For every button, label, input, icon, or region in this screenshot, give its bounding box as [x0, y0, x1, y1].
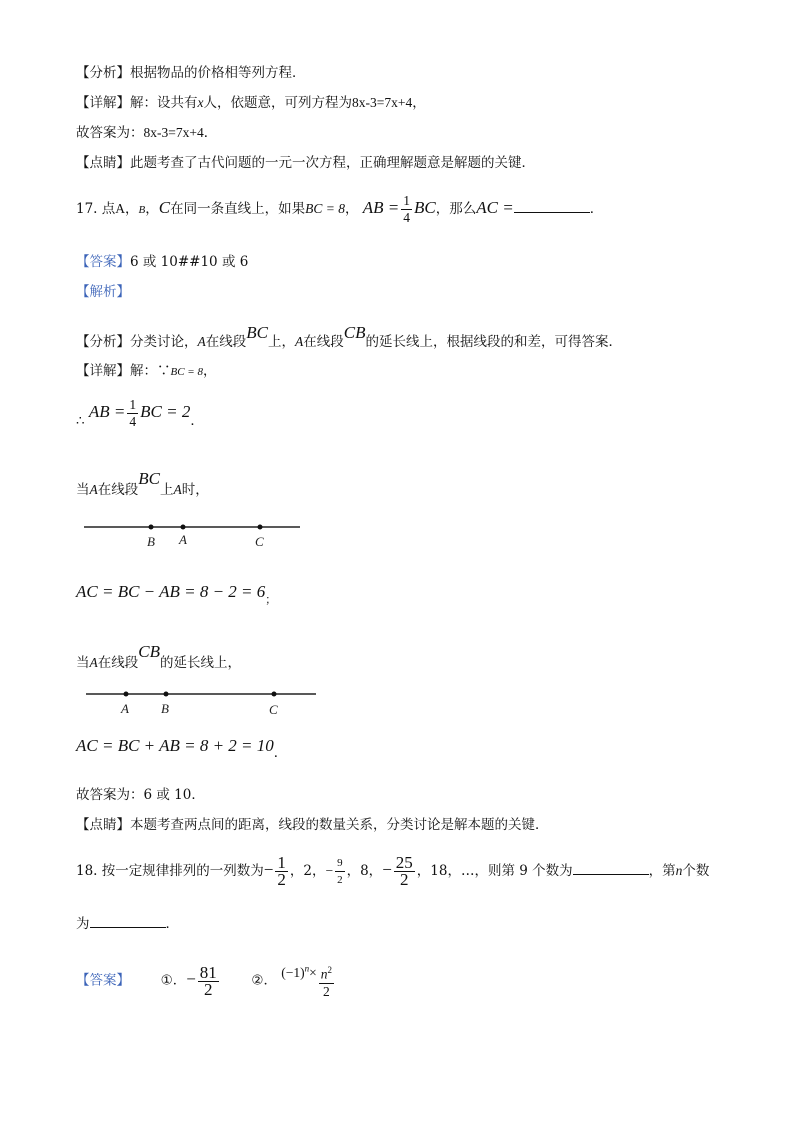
- label-b: B: [161, 701, 169, 716]
- comment-label: 【点睛】: [76, 817, 130, 833]
- analysis-label: 【分析】: [76, 65, 130, 81]
- q17-case1-eq: AC = BC − AB = $8 - 2 = 6_;$: [76, 582, 277, 606]
- q17-case1: 当A在线段BC上A时，: [76, 469, 209, 498]
- point-a: [181, 525, 186, 530]
- point-c: [258, 525, 263, 530]
- label-a: A: [179, 532, 187, 547]
- q17-answer: 【答案】6 或 10##10 或 6: [76, 254, 249, 270]
- question-number: 18.: [76, 863, 98, 879]
- answer-blank: [90, 915, 166, 928]
- q18-stem: 18. 按一定规律排列的一列数为− $\frac{1}{2}$ ，2，− $\frac{9}{2}$ ，8，− $\frac{25}{2}$ ，18，…，则第 9 个数为 ，第n个数: [76, 853, 710, 889]
- fraction: $\frac{n^2}{2}$: [319, 962, 334, 1000]
- q16-answer: 故答案为：8x-3=7x+4．: [76, 125, 218, 141]
- q17-comment: 【点睛】本题考查两点间的距离，线段的数量关系，分类讨论是解本题的关键．: [76, 817, 549, 833]
- fraction: $\frac{9}{2}$: [337, 857, 343, 886]
- q16-detail: 【详解】解：设共有x人，依题意，可列方程为8x-3=7x+4，: [76, 95, 426, 111]
- point-c: [272, 692, 277, 697]
- fraction: $\frac{81}{2}$: [199, 962, 217, 999]
- fraction: $\frac{1}{2}$: [277, 853, 286, 889]
- label-c: C: [269, 702, 278, 717]
- fraction: $\frac{1}{4}$: [403, 193, 411, 225]
- answer-blank: [514, 200, 590, 213]
- q17-case2-eq: AC = BC + AB = 8 + 2 = 10．: [76, 736, 288, 761]
- fraction: $\frac{25}{2}$: [395, 853, 413, 889]
- analysis-label: 【分析】: [76, 334, 130, 350]
- q17-analysis: 【分析】分类讨论，A在线段BC上，A在线段CB的延长线上，根据线段的和差，可得答案．: [76, 323, 622, 350]
- fraction: $\frac{1}{4}$: [129, 397, 137, 429]
- q16-comment: 【点睛】此题考查了古代问题的一元一次方程，正确理解题意是解题的关键．: [76, 155, 535, 171]
- point-b: [164, 692, 169, 697]
- label-b: B: [147, 534, 155, 549]
- answer-blank: [573, 862, 649, 875]
- q17-step: ∴ AB = $\frac{1}{4}$ BC = 2．: [76, 397, 204, 429]
- q18-stem-line2: 为 ．: [76, 916, 179, 932]
- power-expression: $(-1)^n\times$: [281, 963, 317, 980]
- comment-label: 【点睛】: [76, 155, 130, 171]
- q17-solution-label: 【解析】: [76, 284, 130, 300]
- question-number: 17.: [76, 201, 98, 217]
- detail-label: 【详解】: [76, 363, 130, 379]
- label-a: A: [121, 701, 129, 716]
- point-b: [149, 525, 154, 530]
- answer-label: 【答案】: [76, 972, 130, 989]
- q17-detail: 【详解】解：∵BC = 8，: [76, 363, 217, 379]
- q18-answer: 【答案】 ①．− $\frac{81}{2}$ ②． $(-1)^n\times$ $\frac{n^2}{2}$: [76, 962, 333, 999]
- q17-stem: 17. 点A，B，C在同一条直线上，如果BC = 8， AB = $\frac{1}{4}$ BC，那么AC = ．: [76, 193, 604, 225]
- answer-label: 【答案】: [76, 254, 130, 270]
- label-c: C: [255, 534, 264, 549]
- q17-case2: 当A在线段CB的延长线上，: [76, 642, 241, 671]
- detail-label: 【详解】: [76, 95, 130, 111]
- point-a: [124, 692, 129, 697]
- q16-analysis: 【分析】根据物品的价格相等列方程．: [76, 65, 306, 81]
- segment-figure-2: [82, 686, 322, 722]
- q17-final: 故答案为：6 或 10．: [76, 787, 205, 803]
- segment-figure-1: [82, 518, 306, 554]
